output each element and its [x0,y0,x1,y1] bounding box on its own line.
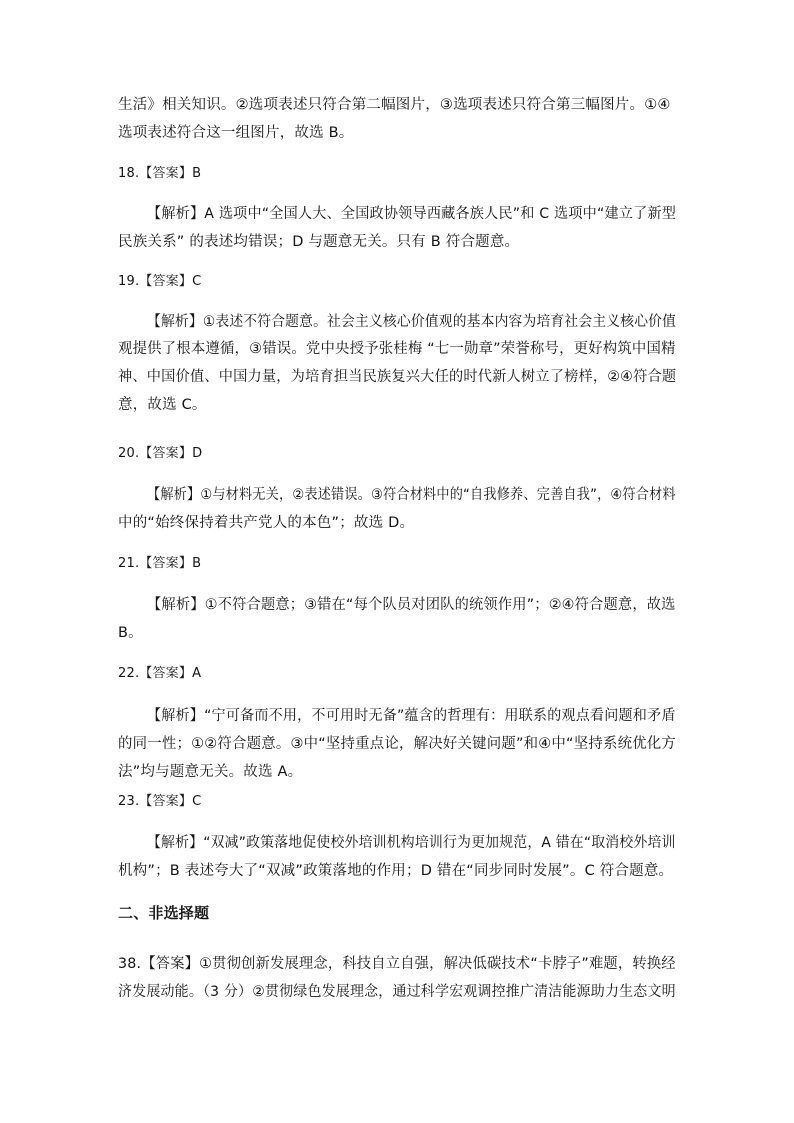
text-line: 民族关系” 的表述均错误；D 与题意无关。只有 B 符合题意。 [118,234,520,250]
section-heading: 二、非选择题 [118,904,210,922]
explanation-line: 【解析】“双减”政策落地促使校外培训机构培训行为更加规范，A 错在“取消校外培训 [147,835,676,851]
explanation-line: 【解析】①表述不符合题意。社会主义核心价值观的基本内容为培育社会主义核心价值 [147,314,677,330]
explanation-line: 【解析】A 选项中“全国人大、全国政协领导西藏各族人民”和 C 选项中“建立了新型 [147,206,677,222]
text-line: 意，故选 C。 [118,397,207,413]
text-line: 济发展动能。（3 分）②贯彻绿色发展理念，通过科学宏观调控推广清洁能源助力生态文明 [118,984,676,1000]
text-line: 中的“始终保持着共产党人的本色”；故选 D。 [118,515,415,531]
answer-heading-38: 38.【答案】①贯彻创新发展理念，科技自立自强，解决低碳技术“卡脖子”难题，转换经 [118,956,676,972]
text-line: 神、中国价值、中国力量，为培育担当民族复兴大任的时代新人树立了榜样，②④符合题 [118,369,677,385]
text-line: 观提供了根本遵循，③错误。党中央授予张桂梅 “七一勋章”荣誉称号，更好构筑中国精 [118,341,676,357]
explanation-line: 【解析】①不符合题意；③错在“每个队员对团队的统领作用”；②④符合题意，故选 [147,597,676,613]
answer-heading-18: 18.【答案】B [118,166,202,181]
answer-heading-23: 23.【答案】C [118,794,202,809]
text-line: 选项表述符合这一组图片，故选 B。 [118,125,354,141]
text-line: 法”均与题意无关。故选 A。 [118,764,303,780]
explanation-line: 【解析】“宁可备而不用，不可用时无备”蕴含的哲理有：用联系的观点看问题和矛盾 [147,708,676,724]
text-line: 的同一性；①②符合题意。③中“坚持重点论，解决好关键问题”和④中“坚持系统优化方 [118,736,677,752]
answer-heading-22: 22.【答案】A [118,666,202,681]
text-line: 生活》相关知识。②选项表述只符合第二幅图片，③选项表述只符合第三幅图片。①④ [118,97,671,113]
explanation-line: 【解析】①与材料无关，②表述错误。③符合材料中的“自我修养、完善自我”，④符合材料 [147,487,676,503]
answer-heading-20: 20.【答案】D [118,446,203,461]
answer-heading-19: 19.【答案】C [118,274,202,289]
answer-heading-21: 21.【答案】B [118,556,202,571]
text-line: 机构”；B 表述夸大了“双减”政策落地的作用；D 错在“同步同时发展”。C 符合题意。 [118,863,674,879]
text-line: B。 [118,625,143,641]
